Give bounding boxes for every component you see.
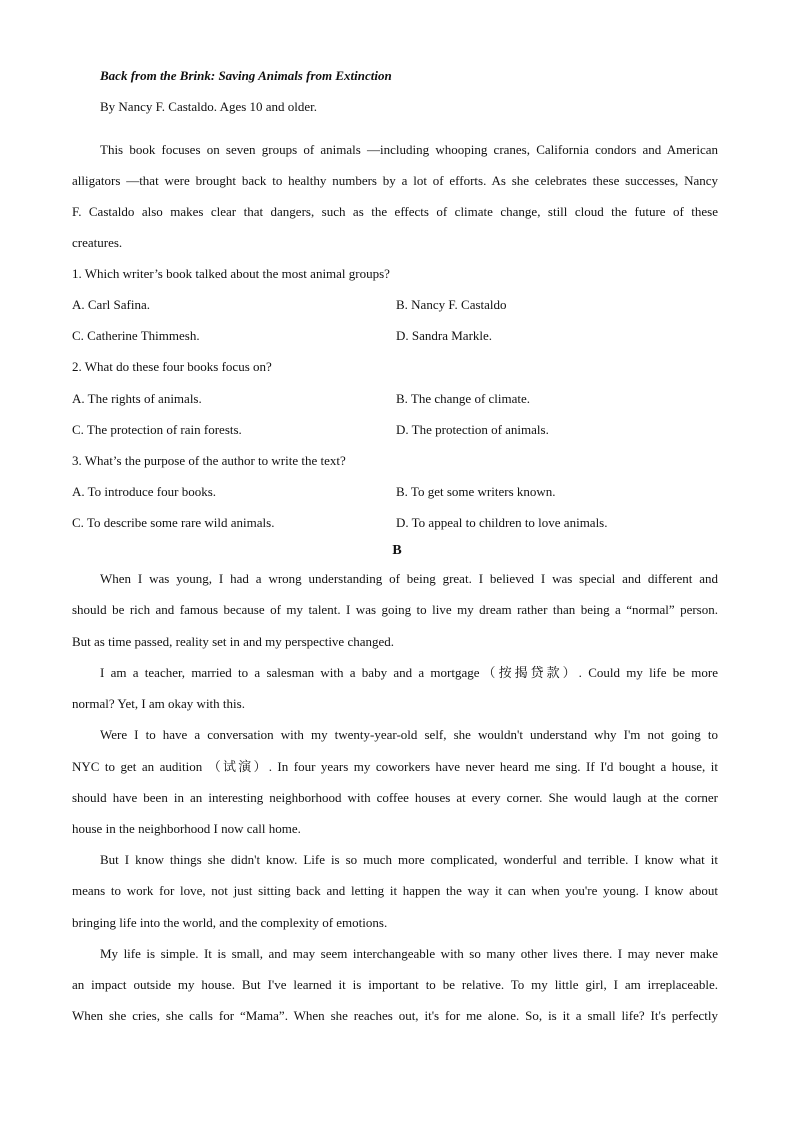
option-d[interactable]: D. The protection of animals. [396, 422, 549, 437]
question-stem: 1. Which writer’s book talked about the most animal groups? [72, 266, 390, 281]
section-heading: B [392, 543, 402, 558]
question-stem: 3. What’s the purpose of the author to write the text? [72, 453, 346, 468]
paragraph-line-text: an impact outside my house. But I've learned it is important to be relative. To my little girl, I am irreplaceable. [72, 977, 718, 992]
paragraph-line-text: should have been in an interesting neighborhood with coffee houses at every corner. She would laugh at the corner [72, 790, 718, 805]
option-a[interactable]: A. The rights of animals. [72, 391, 202, 406]
byline: By Nancy F. Castaldo. Ages 10 and older. [100, 99, 318, 114]
paragraph-line [72, 204, 718, 220]
paragraph-line: house in the neighborhood I now call home. [72, 821, 301, 836]
option-b[interactable]: B. Nancy F. Castaldo [396, 297, 507, 312]
paragraph-line [72, 602, 718, 618]
book-title: Back from the Brink: Saving Animals from Extinction [100, 68, 392, 83]
paragraph-line [100, 571, 718, 587]
paragraph-line [72, 173, 718, 189]
paragraph-line-text: But I know things she didn't know. Life is so much more complicated, wonderful and terrible. I know what it [100, 852, 718, 867]
paragraph-line: normal? Yet, I am okay with this. [72, 696, 245, 711]
option-c[interactable]: C. Catherine Thimmesh. [72, 328, 200, 343]
option-d[interactable]: D. To appeal to children to love animals. [396, 515, 608, 530]
option-a[interactable]: A. To introduce four books. [72, 484, 216, 499]
question-stem: 2. What do these four books focus on? [72, 359, 272, 374]
option-d[interactable]: D. Sandra Markle. [396, 328, 493, 343]
paragraph-line-text: Were I to have a conversation with my twenty-year-old self, she wouldn't understand why I'm not going to [100, 727, 718, 742]
paragraph-line-text: I am a teacher, married to a salesman with a baby and a mortgage（按揭贷款）. Could my life be more [100, 665, 718, 680]
option-c[interactable]: C. To describe some rare wild animals. [72, 515, 275, 530]
paragraph-line: bringing life into the world, and the complexity of emotions. [72, 915, 388, 930]
paragraph-line [100, 852, 718, 868]
paragraph-line [100, 665, 718, 681]
paragraph-line-text: NYC to get an audition （试演）. In four years my coworkers have never heard me sing. If I'd bought a house, it [72, 759, 718, 774]
paragraph-line [100, 946, 718, 962]
option-b[interactable]: B. To get some writers known. [396, 484, 556, 499]
paragraph-line [72, 1008, 718, 1024]
paragraph-line-text: When I was young, I had a wrong understanding of being great. I believed I was special and different and [100, 571, 718, 586]
paragraph-line-text: This book focuses on seven groups of animals —including whooping cranes, California condors and American [100, 142, 718, 157]
paragraph-line-text: When she cries, she calls for “Mama”. When she reaches out, it's for me alone. So, is it a small life? It's perfectly [72, 1008, 718, 1023]
paragraph-line-text: My life is simple. It is small, and may seem interchangeable with so many other lives there. I may never make [100, 946, 718, 961]
paragraph-line [72, 790, 718, 806]
paragraph-line-text: means to work for love, not just sitting back and letting it happen the way it can when you're young. I know about [72, 883, 718, 898]
paragraph-line [72, 977, 718, 993]
paragraph-line [72, 759, 718, 775]
paragraph-line: creatures. [72, 235, 123, 250]
paragraph-line [100, 142, 718, 158]
option-b[interactable]: B. The change of climate. [396, 391, 531, 406]
paragraph-line [72, 883, 718, 899]
paragraph-line-text: alligators —that were brought back to healthy numbers by a lot of efforts. As she celebrates these successes, Nancy [72, 173, 718, 188]
paragraph-line-text: F. Castaldo also makes clear that dangers, such as the effects of climate change, still cloud the future of these [72, 204, 718, 219]
option-c[interactable]: C. The protection of rain forests. [72, 422, 242, 437]
paragraph-line-text: should be rich and famous because of my talent. I was going to live my dream rather than being a “normal” person. [72, 602, 718, 617]
option-a[interactable]: A. Carl Safina. [72, 297, 150, 312]
paragraph-line: But as time passed, reality set in and my perspective changed. [72, 634, 395, 649]
paragraph-line [100, 727, 718, 743]
